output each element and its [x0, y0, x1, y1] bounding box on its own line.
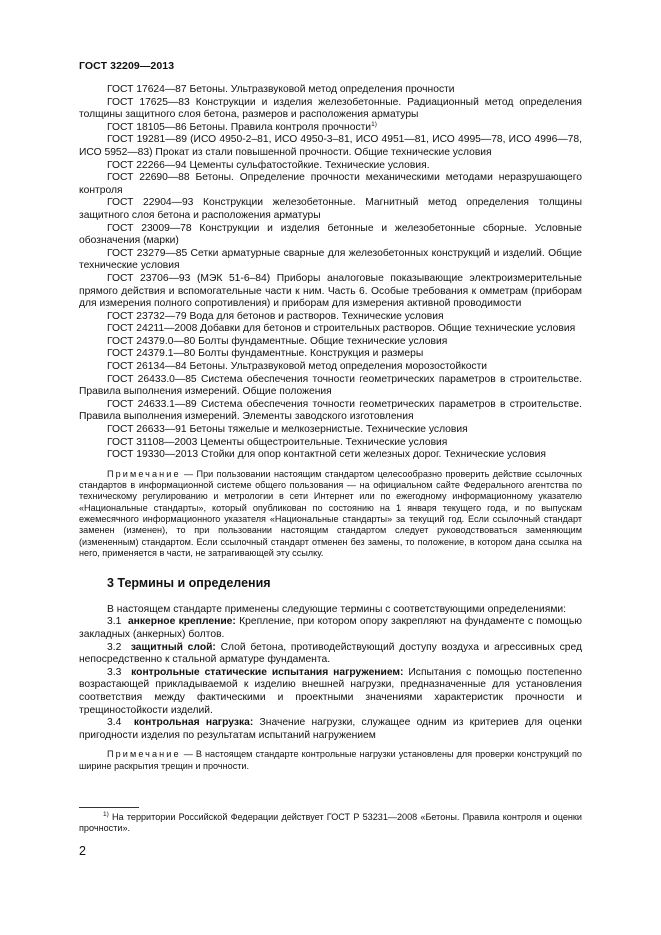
footnote-marker: 1)	[103, 811, 109, 818]
section-heading: 3 Термины и определения	[107, 576, 271, 591]
note-label: Примечание	[107, 468, 181, 479]
footnote-reference[interactable]: 1)	[371, 120, 377, 128]
reference-item: ГОСТ 31108—2003 Цементы общестроительные. Технические условия	[107, 436, 448, 448]
page-number: 2	[79, 844, 86, 858]
note-text: — При пользовании настоящим стандартом целесообразно проверить действие ссылочных стандартов в информационной системе общего пользования — на официальном сайте Федерального агентства по техническому регулированию и метрологии в сети Интернет или по ежегодному информационному указателю «Национальные стандарты», который опубликован по состоянию на 1 января текущего года, и по выпускам ежемесячного информационного указателя «Национальные стандарты» за текущий год. Если ссылочный стандарт заменен (изменен), то при пользовании настоящим стандартом следует руководствоваться заменяющим (измененным) стандартом. Если ссылочный стандарт отменен без замены, то положение, в котором дана ссылка на него, применяется в части, не затрагивающей эту ссылку.	[79, 468, 582, 558]
reference-item: ГОСТ 24379.1—80 Болты фундаментные. Конструкция и размеры	[107, 348, 424, 360]
reference-item: ГОСТ 22904—93 Конструкции железобетонные. Магнитный метод определения толщины защитного слоя бетона и расположения арматуры	[79, 197, 582, 221]
term-text: Испытания с помощью постепенно возрастающей прикладываемой к изделию внешней нагрузки, предназначенные для установления соответствия между фактическими и проектными значениями характеристик прочности и трещиностойкости изделий.	[79, 666, 582, 716]
term-number: 3.2	[107, 641, 122, 653]
term-definition	[79, 616, 582, 641]
note-label: Примечание	[107, 749, 181, 760]
note-text: — В настоящем стандарте контрольные нагрузки установлены для проверки конструкций по ширине раскрытия трещин и прочности.	[79, 749, 582, 771]
document-body	[79, 84, 582, 772]
reference-item: ГОСТ 22266—94 Цементы сульфатостойкие. Технические условия.	[107, 159, 430, 171]
document-header: ГОСТ 32209—2013	[79, 60, 175, 72]
reference-item: ГОСТ 23732—79 Вода для бетонов и растворов. Технические условия	[107, 310, 444, 322]
reference-item: ГОСТ 19281—89 (ИСО 4950-2–81, ИСО 4950-3–81, ИСО 4951—81, ИСО 4995—78, ИСО 4996—78, ИСО 5952—83) Прокат из стали повышенной прочности. Общие технические условия	[79, 134, 582, 158]
reference-item: ГОСТ 17624—87 Бетоны. Ультразвуковой метод определения прочности	[107, 84, 455, 95]
reference-item: ГОСТ 26433.0—85 Система обеспечения точности геометрических параметров в строительстве. Правила выполнения измерений. Общие положения	[79, 373, 582, 398]
terms-section	[79, 604, 582, 772]
reference-item: ГОСТ 24633.1—89 Система обеспечения точности геометрических параметров в строительстве. Правила выполнения измерений. Элементы заводского изготовления	[79, 398, 582, 423]
reference-item: ГОСТ 23706—93 (МЭК 51-6–84) Приборы аналоговые показывающие электроизмерительные прямого действия и вспомогательные части к ним. Часть 6. Особые требования к омметрам (приборам для измерения полного сопротивления) и приборам для измерения активной проводимости	[79, 272, 582, 310]
references-note	[79, 469, 582, 559]
term-definition	[79, 642, 582, 667]
reference-item: ГОСТ 26633—91 Бетоны тяжелые и мелкозернистые. Технические условия	[107, 424, 468, 436]
reference-item: ГОСТ 17625—83 Конструкции и изделия железобетонные. Радиационный метод определения толщины защитного слоя бетона, размеров и расположения арматуры	[79, 96, 582, 121]
term-definition	[79, 667, 582, 717]
footnote-text: На территории Российской Федерации действует ГОСТ Р 53231—2008 «Бетоны. Правила контроля и оценки прочности».	[79, 812, 582, 834]
reference-item: ГОСТ 24379.0—80 Болты фундаментные. Общие технические условия	[107, 335, 448, 347]
footnote	[79, 812, 582, 835]
reference-item: ГОСТ 23279—85 Сетки арматурные сварные для железобетонных конструкций и изделий. Общие технические условия	[79, 247, 582, 272]
reference-item: ГОСТ 24211—2008 Добавки для бетонов и строительных растворов. Общие технические условия	[107, 323, 576, 335]
terms-note	[79, 749, 582, 772]
term-number: 3.1	[107, 616, 122, 628]
term-name: контрольные статические испытания нагружением:	[131, 666, 404, 678]
term-name: анкерное крепление:	[127, 616, 236, 628]
reference-item	[79, 122, 582, 135]
reference-item: ГОСТ 22690—88 Бетоны. Определение прочности механическими методами неразрушающего контроля	[79, 172, 582, 196]
terms-intro: В настоящем стандарте применены следующие термины с соответствующими определениями:	[107, 603, 567, 615]
term-definition	[79, 717, 582, 742]
reference-item: ГОСТ 19330—2013 Стойки для опор контактной сети железных дорог. Технические условия	[107, 449, 546, 461]
term-number: 3.3	[107, 666, 122, 678]
term-text: Слой бетона, противодействующий доступу воздуха и агрессивных сред непосредственно к стальной арматуре фундамента.	[79, 641, 582, 666]
reference-item: ГОСТ 26134—84 Бетоны. Ультразвуковой метод определения морозостойкости	[107, 361, 488, 373]
footnote-divider	[79, 807, 139, 808]
reference-item: ГОСТ 23009—78 Конструкции и изделия бетонные и железобетонные сборные. Условные обозначения (марки)	[79, 222, 582, 247]
term-name: защитный слой:	[130, 641, 216, 653]
term-number: 3.4	[107, 717, 122, 729]
term-text: Значение нагрузки, служащее одним из критериев для оценки пригодности изделия по результатам испытаний нагружением	[79, 717, 582, 741]
normative-references-list	[79, 84, 582, 462]
term-text: Крепление, при котором опору закрепляют на фундаменте с помощью закладных (анкерных) болтов.	[79, 616, 582, 640]
reference-text: ГОСТ 18105—86 Бетоны. Правила контроля прочности	[107, 121, 372, 133]
term-name: контрольная нагрузка:	[133, 717, 254, 729]
